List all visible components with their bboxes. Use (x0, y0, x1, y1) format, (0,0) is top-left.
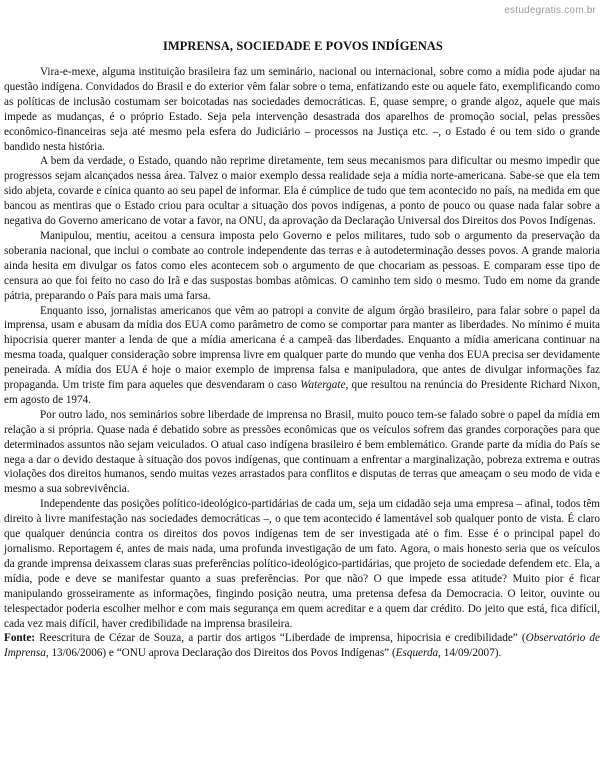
article-body (4, 65, 600, 661)
source-text-3: , 14/09/2007). (438, 647, 502, 660)
paragraph-4 (4, 304, 600, 408)
source-label: Fonte: (4, 632, 36, 645)
source-italic-2: Esquerda (395, 647, 439, 660)
paragraph-4-tail: , que resultou na renúncia do Presidente Richard Nixon, em agosto de 1974. (4, 379, 600, 406)
paragraph-1: Vira-e-mexe, alguma instituição brasileira faz um seminário, nacional ou internacional, sobre como a mídia pode ajudar na questão indígena. Convidados do Brasil e do exterior vêm falar sobre o tema, enfatizando este ou aquele fato, exemplificando como as políticas de inclusão costumam ser boicotadas nas sociedades democráticas. E, quase sempre, o grande algoz, aquele que mais impede as mudanças, é o próprio Estado. Seja pela intervenção desastrada dos aparelhos de promoção social, pelas pressões econômico-financeiras seja até mesmo pela esfera do Judiciário – processos na Justiça etc. –, o Estado é ou tem sido o grande bandido nesta história. (4, 66, 600, 153)
paragraph-6: Independente das posições político-ideológico-partidárias de cada um, seja um cidadão seja uma empresa – afinal, todos têm direito à livre manifestação nas sociedades democráticas –, o que tem acontecido é lamentável sob qualquer ponto de vista. É claro que qualquer denúncia contra os direitos dos povos indígenas tem de ser investigada até o fim. Esse é o principal papel do jornalismo. Reportagem é, antes de mais nada, uma profunda investigação de um fato. Agora, o mais honesto seria que os veículos da grande imprensa deixassem claras suas preferências político-ideológico-partidárias, que projeto de sociedade defendem etc. Ela, a mídia, pode e deve se manifestar quanto a suas preferências. Por que não? O que impede essa atitude? Muito pior é ficar manipulando grosseiramente as informações, fingindo posição neutra, uma pretensa defesa da Democracia. O leitor, ouvinte ou telespectador poderia escolher melhor e com mais segurança em quem acreditar e a quem dar crédito. Do jeito que está, fica difícil, cada vez mais difícil, haver credibilidade na imprensa brasileira. (4, 498, 600, 630)
paragraph-4-text: Enquanto isso, jornalistas americanos que vêm ao patropi a convite de algum órgão brasileiro, para falar sobre o papel da imprensa, usam e abusam da mídia dos EUA como parâmetro de como se comportar para manter as liberdades. No mínimo é muita hipocrisia querer manter a lenda de que a mídia americana é a campeã das liberdades. Enquanto a mídia americana continuar na mesma toada, qualquer consideração sobre imprensa livre em qualquer parte do mundo que venha dos EUA precisa ser devidamente peneirada. A mídia dos EUA é hoje o maior exemplo de imprensa falsa e manipuladora, que antes de divulgar informações faz propaganda. Um triste fim para aqueles que desvendaram o caso (4, 304, 600, 392)
paragraph-3: Manipulou, mentiu, aceitou a censura imposta pelo Governo e pelos militares, tudo sob o argumento da preservação da soberania nacional, que inclui o combate ao controle independente das terras e à autodeterminação desses povos. A grande maioria ainda hesita em divulgar os fatos como eles acontecem sob o argumento de que chocariam as pessoas. E comparam esse tipo de censura ao que foi feito no caso do Irã e das suspostas bombas atômicas. O caminho tem sido o mesmo. Tudo em nome da grande pátria, preparando o País para mais uma farsa. (4, 229, 600, 302)
watergate-italic: Watergate (300, 379, 346, 392)
paragraph-5: Por outro lado, nos seminários sobre liberdade de imprensa no Brasil, muito pouco tem-se falado sobre o papel da mídia em relação a si própria. Quase nada é debatido sobre as pressões econômicas que os veículos sofrem das grandes corporações para que determinados assuntos não sejam veiculados. O atual caso indígena brasileiro é bem emblemático. Grande parte da mídia do País se nega a dar o devido destaque à situação dos povos indígenas, que continuam a enfrentar a marginalização, pobreza extrema e outras violações dos direitos humanos, sendo muitas vezes arrastados para conflitos e disputas de terras que ameaçam o seu modo de vida e mesmo a sua sobrevivência. (4, 408, 600, 496)
source-italic-1: Observatório de Imprensa (4, 632, 600, 660)
source-citation (4, 631, 600, 661)
article-title: IMPRENSA, SOCIEDADE E POVOS INDÍGENAS (163, 39, 443, 53)
source-text-2: , 13/06/2006) e “ONU aprova Declaração dos Direitos dos Povos Indígenas” ( (45, 647, 396, 660)
paragraph-2: A bem da verdade, o Estado, quando não reprime diretamente, tem seus mecanismos para dificultar ou mesmo impedir que progressos sejam alcançados nessa área. Talvez o maior exemplo dessa realidade seja a mídia norte-americana. Sabe-se que ela tem sido abjeta, covarde e cínica quanto ao seu papel de informar. Ela é cúmplice de tudo que tem acontecido no país, na medida em que bancou as mentiras que o Estado criou para ocultar a situação dos povos indígenas, a ponto de pouco ou quase nada falar sobre a negativa do Governo americano de votar a favor, na ONU, da aprovação da Declaração Universal dos Direitos dos Povos Indígenas. (4, 155, 600, 228)
source-text-1: Reescritura de Cézar de Souza, a partir dos artigos “Liberdade de imprensa, hipocrisia e credibilidade” ( (35, 632, 526, 645)
site-watermark: estudegratis.com.br (504, 5, 596, 16)
